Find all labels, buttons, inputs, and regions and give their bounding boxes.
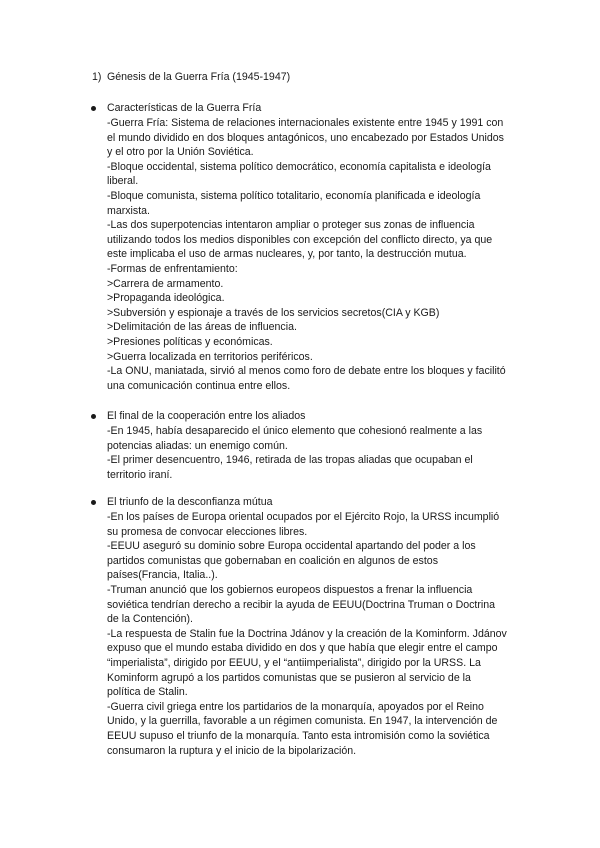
- text-line: -Bloque comunista, sistema político totalitario, economía planificada e ideología: [107, 189, 481, 202]
- text-line: potencias aliadas: un enemigo común.: [107, 439, 288, 452]
- text-line: de la Contención).: [107, 613, 193, 626]
- section-title: El final de la cooperación entre los aliados: [92, 409, 522, 424]
- text-line: -En los países de Europa oriental ocupados por el Ejército Rojo, la URSS incumplió: [107, 511, 500, 523]
- text-line: -En 1945, había desaparecido el único elemento que cohesionó realmente a las: [107, 425, 483, 437]
- text-line: partidos comunistas que gobernaban en coalición en algunos de estos: [107, 554, 438, 567]
- bullet-icon: [91, 106, 96, 111]
- text-line: territorio iraní.: [107, 468, 173, 481]
- text-line: el mundo dividido en dos bloques antagónicos, uno encabezado por Estados Unidos: [107, 131, 504, 144]
- text-line: liberal.: [107, 175, 139, 188]
- section-title: Características de la Guerra Fría: [92, 101, 522, 116]
- text-line: -Bloque occidental, sistema político democrático, economía capitalista e ideología: [107, 160, 491, 173]
- bullet-icon: [91, 414, 96, 419]
- text-line: países(Francia, Italia..).: [107, 569, 218, 582]
- text-line: >Guerra localizada en territorios periféricos.: [107, 350, 313, 363]
- text-line: -La ONU, maniatada, sirvió al menos como foro de debate entre los bloques y facilitó: [107, 365, 506, 378]
- heading-number: 1): [92, 71, 102, 83]
- text-line: -EEUU aseguró su dominio sobre Europa occidental apartando del poder a los: [107, 540, 476, 553]
- text-line: marxista.: [107, 204, 150, 217]
- text-line: >Presiones políticas y económicas.: [107, 335, 273, 348]
- section-caracteristicas: [92, 101, 522, 393]
- text-line: Kominform agrupó a los partidos comunistas que se pusieron al servicio de la: [107, 671, 471, 684]
- section-final-cooperacion: [92, 409, 522, 482]
- text-line: una comunicación continua entre ellos.: [107, 379, 291, 392]
- text-line: utilizando todos los medios disponibles con excepción del conflicto directo, ya que: [107, 233, 493, 246]
- text-line: Unido, y la guerrilla, favorable a un régimen comunista. En 1947, la intervención de: [107, 715, 498, 728]
- text-line: -Formas de enfrentamiento:: [107, 262, 238, 275]
- text-line: >Carrera de armamento.: [107, 277, 224, 290]
- text-line: soviética tendrían derecho a recibir la ayuda de EEUU(Doctrina Truman o Doctrina: [107, 598, 496, 611]
- section-triunfo-desconfianza: [92, 495, 522, 758]
- text-line: -Truman anunció que los gobiernos europeos dispuestos a frenar la influencia: [107, 583, 473, 596]
- bullet-icon: [91, 500, 96, 505]
- text-line: -Guerra civil griega entre los partidarios de la monarquía, apoyados por el Reino: [107, 700, 484, 713]
- text-line: este implicaba el uso de armas nucleares, y, por tanto, la destrucción mutua.: [107, 248, 467, 261]
- text-line: expuso que el mundo estaba dividido en dos y que había que elegir entre el campo: [107, 642, 498, 655]
- text-line: consumaron la ruptura y el inicio de la bipolarización.: [107, 744, 357, 757]
- section-title: El triunfo de la desconfianza mútua: [92, 495, 522, 510]
- text-line: -El primer desencuentro, 1946, retirada de las tropas aliadas que ocupaban el: [107, 454, 473, 467]
- text-line: EEUU supuso el triunfo de la monarquía. Tanto esta intromisión como la soviética: [107, 729, 490, 742]
- text-line: política de Stalin.: [107, 686, 188, 699]
- text-line: y el otro por la Unión Soviética.: [107, 146, 254, 159]
- text-line: “imperialista”, dirigido por EEUU, y el “antiimperialista”, dirigido por la URSS. La: [107, 656, 481, 669]
- text-line: -Las dos superpotencias intentaron ampliar o proteger sus zonas de influencia: [107, 219, 475, 232]
- text-line: -La respuesta de Stalin fue la Doctrina Jdánov y la creación de la Kominform. Jdánov: [107, 627, 507, 640]
- heading-title: Génesis de la Guerra Fría (1945-1947): [107, 71, 291, 83]
- text-line: >Subversión y espionaje a través de los servicios secretos(CIA y KGB): [107, 306, 440, 319]
- text-line: >Propaganda ideológica.: [107, 292, 225, 305]
- text-line: su promesa de convocar elecciones libres.: [107, 525, 308, 538]
- text-line: -Guerra Fría: Sistema de relaciones internacionales existente entre 1945 y 1991 con: [107, 117, 504, 129]
- section-heading: [92, 70, 290, 85]
- text-line: >Delimitación de las áreas de influencia.: [107, 321, 297, 334]
